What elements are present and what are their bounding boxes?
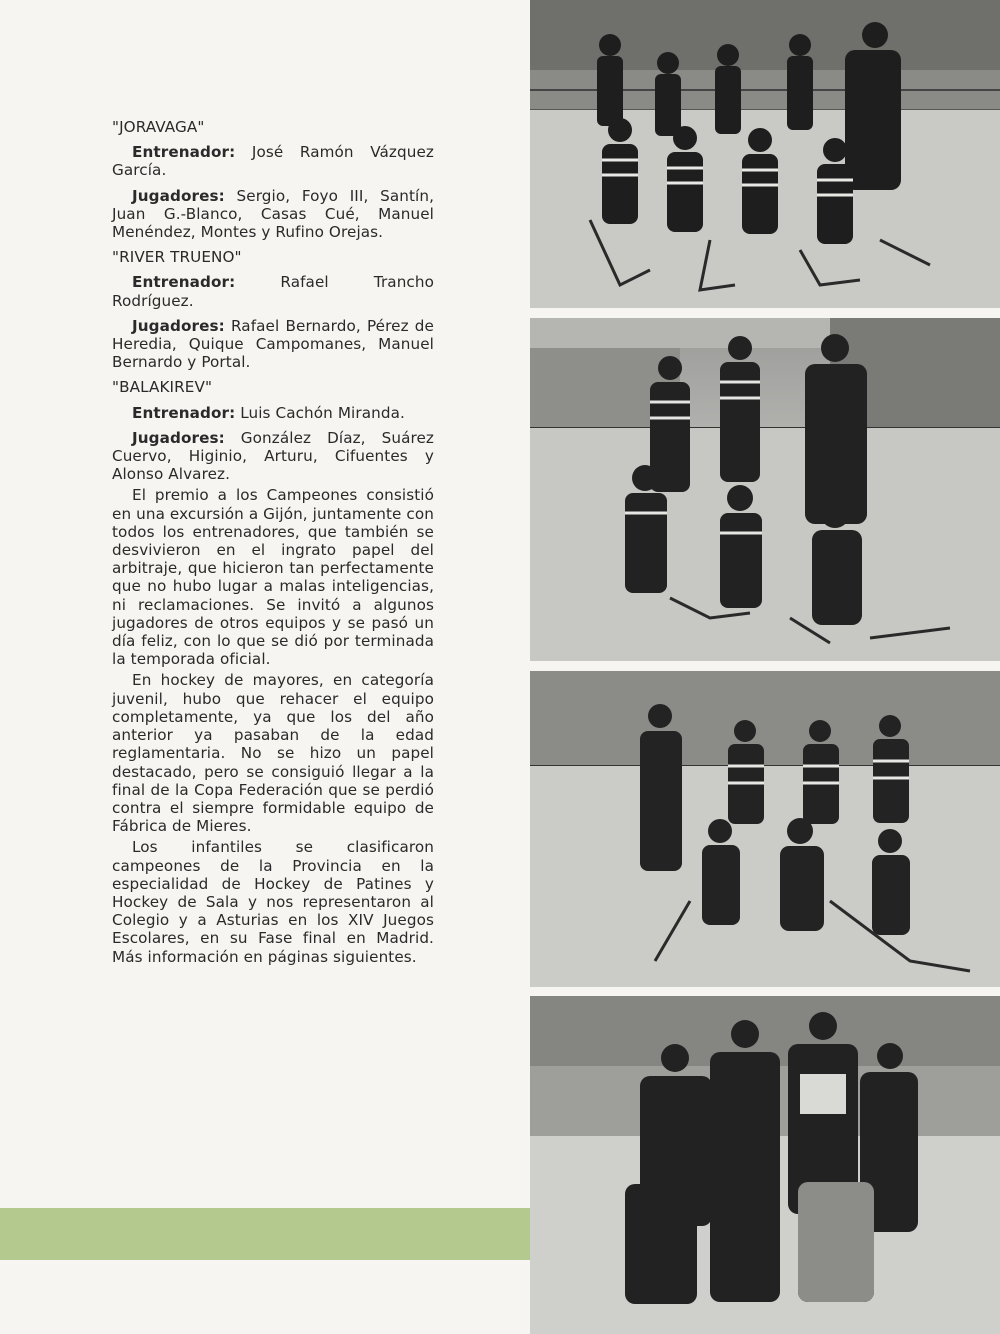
players-list: Rafael Bernardo, Pérez de Heredia, Quique Campomanes, Manuel Bernardo y Portal. bbox=[112, 316, 434, 372]
coach-label: Entrenador: bbox=[132, 403, 236, 422]
team-photo-joravaga bbox=[530, 0, 1000, 308]
players-list: González Díaz, Suárez Cuervo, Higinio, Arturu, Cifuentes y Alonso Alvarez. bbox=[112, 428, 434, 484]
players-line bbox=[112, 187, 434, 242]
body-paragraph: El premio a los Campeones consistió en una excursión a Gijón, juntamente con todos los entrenadores, que también se desvivieron en el ingrato papel del arbitraje, que hicieron tan perfectamente que no hubo lugar a malas inteligencias, ni reclamaciones. Se invitó a algunos jugadores de otros equipos y se pasó un día feliz, con lo que se dió por terminada la temporada oficial. bbox=[112, 486, 434, 669]
coach-label: Entrenador: bbox=[132, 143, 236, 162]
coach-line bbox=[112, 143, 434, 179]
players-list: Sergio, Foyo III, Santín, Juan G.-Blanco, Casas Cué, Manuel Menéndez, Montes y Rufino Orejas. bbox=[112, 186, 435, 242]
body-paragraph: Los infantiles se clasificaron campeones de la Provincia en la especialidad de Hockey de Patines y Hockey de Sala y nos representaron al Colegio y a Asturias en los XIV Juegos Escolares, en su Fase final en Madrid. Más información en páginas siguientes. bbox=[112, 838, 434, 966]
coach-line bbox=[112, 273, 434, 309]
team-photo-juvenil bbox=[530, 996, 1000, 1334]
coach-name: Rafael Trancho Rodríguez. bbox=[112, 273, 434, 310]
team-photo-balakirev bbox=[530, 671, 1000, 987]
team-name: "JORAVAGA" bbox=[112, 118, 205, 136]
decorative-green-band bbox=[0, 1208, 531, 1260]
coach-name: Luis Cachón Miranda. bbox=[240, 403, 405, 422]
article-text bbox=[112, 118, 434, 969]
coach-line bbox=[112, 404, 434, 422]
players-line bbox=[112, 429, 434, 484]
team-photo-river-trueno bbox=[530, 318, 1000, 661]
team-name: "BALAKIREV" bbox=[112, 378, 213, 397]
players-label: Jugadores: bbox=[132, 316, 225, 335]
players-label: Jugadores: bbox=[132, 428, 225, 447]
coach-label: Entrenador: bbox=[132, 273, 236, 292]
coach-name: José Ramón Vázquez García. bbox=[112, 143, 434, 180]
players-label: Jugadores: bbox=[132, 186, 225, 205]
body-paragraph: En hockey de mayores, en categoría juvenil, hubo que rehacer el equipo completamente, ya que los del año anterior ya pasaban de la edad reglamentaria. No se hizo un papel destacado, pero se consiguió llegar a la final de la Copa Federación que se perdió contra el siempre formidable equipo de Fábrica de Mieres. bbox=[112, 671, 434, 836]
team-name: "RIVER TRUENO" bbox=[112, 248, 242, 267]
players-line bbox=[112, 317, 434, 372]
